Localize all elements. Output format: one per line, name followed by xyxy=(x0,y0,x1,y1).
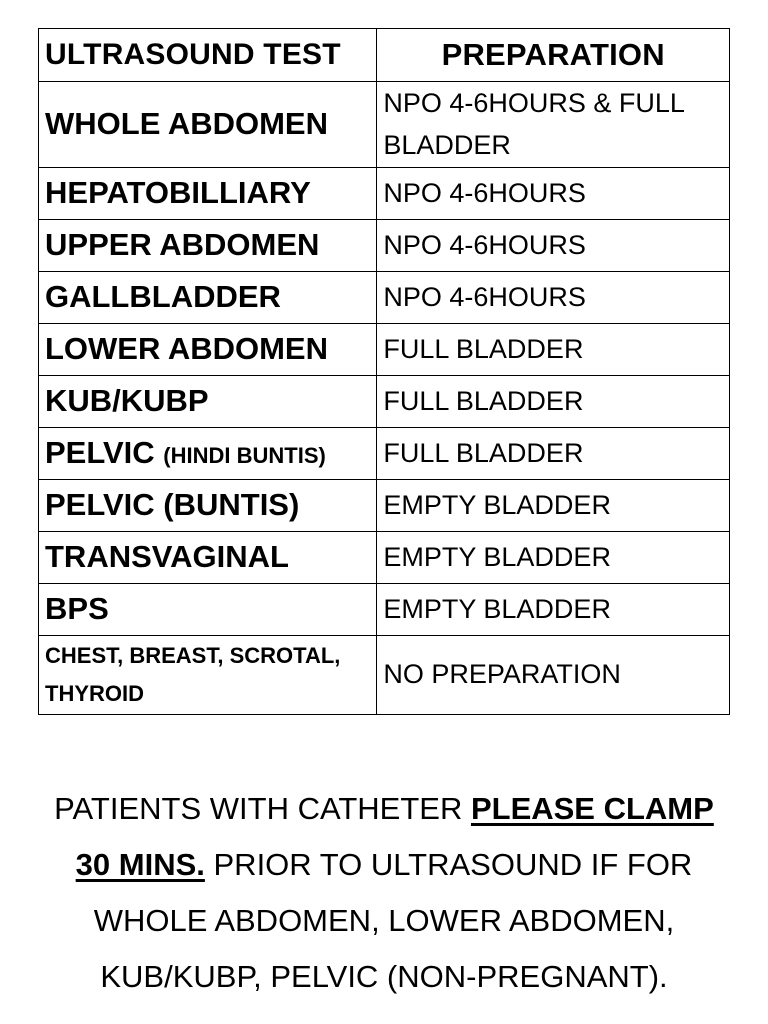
table-row xyxy=(39,532,730,584)
test-preparation: FULL BLADDER xyxy=(377,324,730,376)
test-preparation: NPO 4-6HOURS xyxy=(377,168,730,220)
table-row xyxy=(39,272,730,324)
test-name-qualifier: (HINDI BUNTIS) xyxy=(163,443,326,469)
test-preparation: NPO 4-6HOURS xyxy=(377,220,730,272)
test-preparation: NPO 4-6HOURS xyxy=(377,272,730,324)
table-row xyxy=(39,376,730,428)
test-preparation: EMPTY BLADDER xyxy=(377,532,730,584)
catheter-note xyxy=(38,781,730,1005)
test-preparation: EMPTY BLADDER xyxy=(377,584,730,636)
test-name: HEPATOBILLIARY xyxy=(39,168,377,220)
note-text-start: PATIENTS WITH CATHETER xyxy=(54,791,471,826)
test-name: BPS xyxy=(39,584,377,636)
test-name: WHOLE ABDOMEN xyxy=(39,82,377,168)
ultrasound-preparation-table xyxy=(38,28,730,715)
table-row xyxy=(39,168,730,220)
table-header-row xyxy=(39,29,730,82)
test-name: KUB/KUBP xyxy=(39,376,377,428)
test-name: TRANSVAGINAL xyxy=(39,532,377,584)
table-row xyxy=(39,480,730,532)
header-ultrasound-test: ULTRASOUND TEST xyxy=(39,29,377,82)
table-row xyxy=(39,324,730,376)
header-preparation: PREPARATION xyxy=(377,29,730,82)
test-name: LOWER ABDOMEN xyxy=(39,324,377,376)
table-row xyxy=(39,220,730,272)
test-name xyxy=(39,428,377,480)
test-name-main: PELVIC xyxy=(45,435,155,471)
test-name: PELVIC (BUNTIS) xyxy=(39,480,377,532)
table-row xyxy=(39,636,730,715)
test-name: CHEST, BREAST, SCROTAL, THYROID xyxy=(39,636,377,715)
test-preparation: NPO 4-6HOURS & FULL BLADDER xyxy=(377,82,730,168)
test-preparation: FULL BLADDER xyxy=(377,428,730,480)
table-row xyxy=(39,584,730,636)
test-preparation: NO PREPARATION xyxy=(377,636,730,715)
note-text-end: PRIOR TO ULTRASOUND IF FOR WHOLE ABDOMEN, LOWER ABDOMEN, KUB/KUBP, PELVIC (NON-PREGNANT). xyxy=(93,847,693,994)
note-emphasis: PLEASE CLAMP 30 MINS. xyxy=(75,791,714,882)
test-preparation: EMPTY BLADDER xyxy=(377,480,730,532)
test-preparation: FULL BLADDER xyxy=(377,376,730,428)
table-row xyxy=(39,82,730,168)
test-name: GALLBLADDER xyxy=(39,272,377,324)
test-name: UPPER ABDOMEN xyxy=(39,220,377,272)
table-row xyxy=(39,428,730,480)
